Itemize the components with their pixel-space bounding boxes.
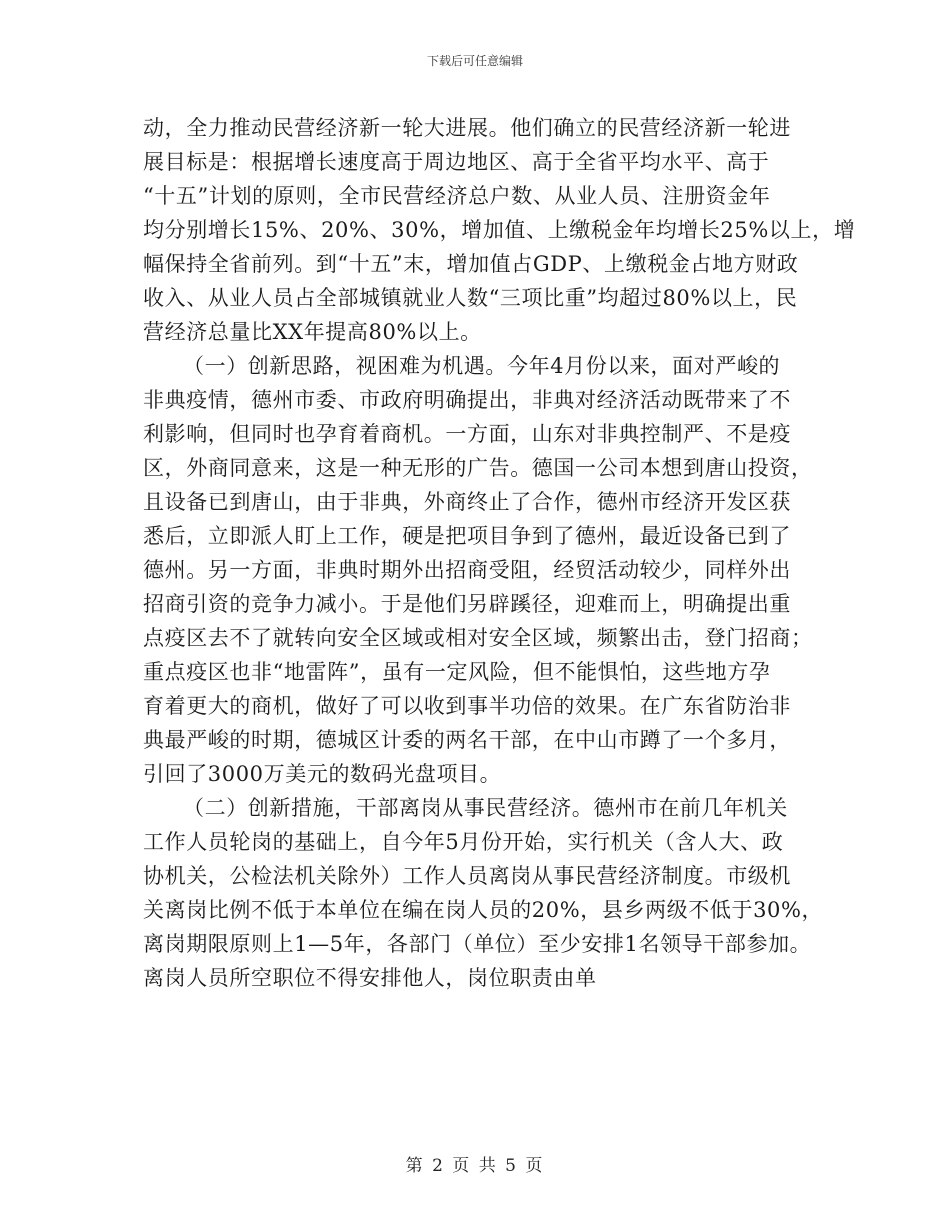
text-line: 重点疫区也非“地雷阵”，虽有一定风险，但不能惧怕，这些地方孕 (143, 660, 771, 684)
text-line: 关离岗比例不低于本单位在编在岗人员的20%，县乡两级不低于30%， (143, 898, 824, 922)
document-body (143, 111, 856, 995)
page-header: 下载后可任意编辑 (426, 54, 523, 68)
page-footer: 第 2 页 共 5 页 (405, 1156, 545, 1176)
text-line: 德州。另一方面，非典时期外出招商受阻，经贸活动较少，同样外出 (143, 558, 791, 582)
paragraph-first-line: （二）创新措施，干部离岗从事民营经济。德州市在前几年机关 (183, 796, 788, 820)
text-line: 招商引资的竞争力减小。于是他们另辟蹊径，迎难而上，明确提出重 (143, 592, 791, 616)
text-line: 点疫区去不了就转向安全区域或相对安全区域，频繁出击，登门招商； (143, 626, 813, 650)
text-line: 育着更大的商机，做好了可以收到事半功倍的效果。在广东省防治非 (143, 694, 791, 718)
text-line: 典最严峻的时期，德城区计委的两名干部，在中山市蹲了一个多月， (143, 728, 791, 752)
text-line: 营经济总量比XX年提高80%以上。 (143, 320, 482, 344)
text-line: 协机关，公检法机关除外）工作人员离岗从事民营经济制度。市级机 (143, 864, 791, 888)
text-line: 均分别增长15%、20%、30%，增加值、上缴税金年均增长25%以上，增 (143, 218, 856, 242)
text-line: 离岗人员所空职位不得安排他人，岗位职责由单 (143, 966, 597, 990)
text-line: 动，全力推动民营经济新一轮大进展。他们确立的民营经济新一轮进 (143, 116, 791, 140)
text-line: 且设备已到唐山，由于非典，外商终止了合作，德州市经济开发区获 (143, 490, 791, 514)
paragraph-first-line: （一）创新思路，视困难为机遇。今年4月份以来，面对严峻的 (183, 354, 781, 378)
text-line: “十五”计划的原则，全市民营经济总户数、从业人员、注册资金年 (143, 184, 771, 208)
text-line: 非典疫情，德州市委、市政府明确提出，非典对经济活动既带来了不 (143, 388, 791, 412)
text-line: 引回了3000万美元的数码光盘项目。 (143, 762, 502, 786)
text-line: 幅保持全省前列。到“十五”末，增加值占GDP、上缴税金占地方财政 (143, 252, 799, 276)
text-line: 利影响，但同时也孕育着商机。一方面，山东对非典控制严、不是疫 (143, 422, 791, 446)
text-line: 区，外商同意来，这是一种无形的广告。德国一公司本想到唐山投资， (143, 456, 813, 480)
text-line: 展目标是：根据增长速度高于周边地区、高于全省平均水平、高于 (143, 150, 770, 174)
text-line: 收入、从业人员占全部城镇就业人数“三项比重”均超过80%以上，民 (143, 286, 798, 310)
text-line: 离岗期限原则上1—5年，各部门（单位）至少安排1名领导干部参加。 (143, 932, 812, 956)
text-line: 工作人员轮岗的基础上，自今年5月份开始，实行机关（含人大、政 (143, 830, 784, 854)
text-line: 悉后，立即派人盯上工作，硬是把项目争到了德州，最近设备已到了 (143, 524, 791, 548)
